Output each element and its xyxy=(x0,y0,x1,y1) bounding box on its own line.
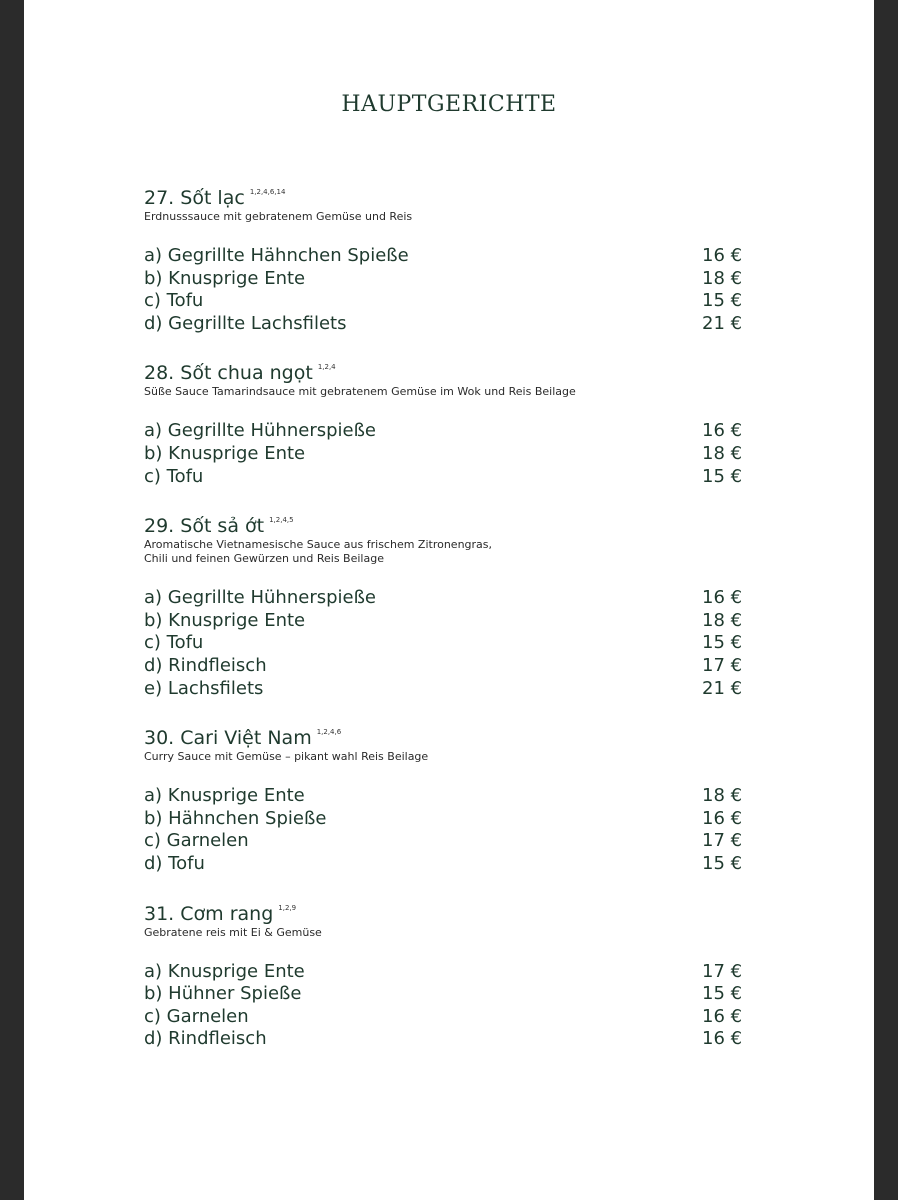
menu-option-row xyxy=(144,678,744,701)
menu-option-row xyxy=(144,808,744,831)
option-price: 15 € xyxy=(702,632,743,654)
menu-option-row xyxy=(144,785,744,808)
dish-name: 27. Sốt lạc xyxy=(144,187,245,209)
menu-option-row xyxy=(144,853,744,876)
allergen-codes: 1,2,4 xyxy=(317,363,336,372)
option-label: a) Gegrillte Hühnerspieße xyxy=(144,587,377,609)
option-list xyxy=(144,245,744,335)
menu-option-row xyxy=(144,632,744,655)
option-price: 16 € xyxy=(702,587,743,609)
option-label: d) Rindfleisch xyxy=(144,1028,267,1050)
menu-option-row xyxy=(144,290,744,313)
option-label: d) Gegrillte Lachsfilets xyxy=(144,312,347,334)
dish-heading xyxy=(144,720,744,750)
option-price: 17 € xyxy=(702,654,743,676)
option-label: b) Knusprige Ente xyxy=(144,609,306,631)
option-label: b) Knusprige Ente xyxy=(144,267,306,289)
option-label: c) Tofu xyxy=(144,290,204,312)
allergen-codes: 1,2,9 xyxy=(278,903,297,912)
menu-section xyxy=(144,180,744,335)
menu-section xyxy=(144,720,744,875)
option-price: 16 € xyxy=(702,1005,743,1027)
option-label: c) Tofu xyxy=(144,632,204,654)
option-price: 16 € xyxy=(702,245,743,266)
dish-description: Chili und feinen Gewürzen und Reis Beilage xyxy=(144,552,384,566)
option-price: 18 € xyxy=(702,785,743,807)
option-list xyxy=(144,587,744,700)
menu-option-row xyxy=(144,420,744,443)
dish-heading xyxy=(144,508,744,538)
menu-option-row xyxy=(144,610,744,633)
dish-heading xyxy=(144,896,744,926)
option-label: a) Gegrillte Hähnchen Spieße xyxy=(144,245,409,266)
menu-option-row xyxy=(144,587,744,610)
option-price: 17 € xyxy=(702,830,743,852)
option-price: 17 € xyxy=(702,960,743,982)
dish-name: 28. Sốt chua ngọt xyxy=(144,362,313,385)
option-price: 16 € xyxy=(702,420,743,442)
menu-option-row xyxy=(144,443,744,466)
menu-option-row xyxy=(144,830,744,853)
menu-page xyxy=(24,0,874,1200)
option-label: a) Gegrillte Hühnerspieße xyxy=(144,420,377,442)
allergen-codes: 1,2,4,5 xyxy=(269,516,294,525)
menu-section xyxy=(144,355,744,488)
option-price: 21 € xyxy=(702,677,743,699)
dish-name: 29. Sốt sả ớt xyxy=(144,515,265,538)
menu-option-row xyxy=(144,983,744,1006)
option-list xyxy=(144,420,744,488)
dish-description: Gebratene reis mit Ei & Gemüse xyxy=(144,925,322,939)
option-price: 15 € xyxy=(702,465,743,487)
option-label: c) Garnelen xyxy=(144,830,249,852)
dish-name: 31. Cơm rang xyxy=(144,902,274,925)
page-title: HAUPTGERICHTE xyxy=(341,92,557,117)
dish-description: Curry Sauce mit Gemüse – pikant wahl Reis Beilage xyxy=(144,750,429,764)
option-label: b) Hühner Spieße xyxy=(144,983,302,1005)
option-label: d) Tofu xyxy=(144,852,205,874)
option-price: 15 € xyxy=(702,983,743,1005)
menu-option-row xyxy=(144,1006,744,1029)
option-price: 15 € xyxy=(702,290,743,312)
menu-option-row xyxy=(144,268,744,291)
menu-option-row xyxy=(144,313,744,336)
menu-option-row xyxy=(144,466,744,489)
option-price: 16 € xyxy=(702,1028,743,1050)
option-price: 18 € xyxy=(702,267,743,289)
option-label: a) Knusprige Ente xyxy=(144,785,305,807)
option-list xyxy=(144,785,744,875)
option-label: a) Knusprige Ente xyxy=(144,960,305,982)
menu-content xyxy=(144,180,744,1071)
allergen-codes: 1,2,4,6,14 xyxy=(249,188,286,196)
menu-option-row xyxy=(144,655,744,678)
option-price: 18 € xyxy=(702,609,743,631)
option-price: 16 € xyxy=(702,807,743,829)
dish-description: Süße Sauce Tamarindsauce mit gebratenem Gemüse im Wok und Reis Beilage xyxy=(144,385,576,399)
option-label: e) Lachsfilets xyxy=(144,677,264,699)
menu-section xyxy=(144,896,744,1051)
option-price: 18 € xyxy=(702,442,743,464)
option-list xyxy=(144,961,744,1051)
dish-name: 30. Cari Việt Nam xyxy=(144,727,312,750)
option-price: 15 € xyxy=(702,852,743,874)
dish-heading xyxy=(144,355,744,385)
menu-option-row xyxy=(144,245,744,268)
allergen-codes: 1,2,4,6 xyxy=(316,728,342,737)
menu-option-row xyxy=(144,961,744,984)
option-label: b) Knusprige Ente xyxy=(144,442,306,464)
dish-description: Aromatische Vietnamesische Sauce aus frischem Zitronengras, xyxy=(144,538,493,552)
option-label: d) Rindfleisch xyxy=(144,654,267,676)
option-label: b) Hähnchen Spieße xyxy=(144,807,327,829)
dish-description: Erdnusssauce mit gebratenem Gemüse und Reis xyxy=(144,210,413,223)
option-price: 21 € xyxy=(702,312,743,334)
menu-option-row xyxy=(144,1028,744,1051)
dish-heading xyxy=(144,180,744,210)
option-label: c) Garnelen xyxy=(144,1005,249,1027)
option-label: c) Tofu xyxy=(144,465,204,487)
menu-section xyxy=(144,508,744,700)
